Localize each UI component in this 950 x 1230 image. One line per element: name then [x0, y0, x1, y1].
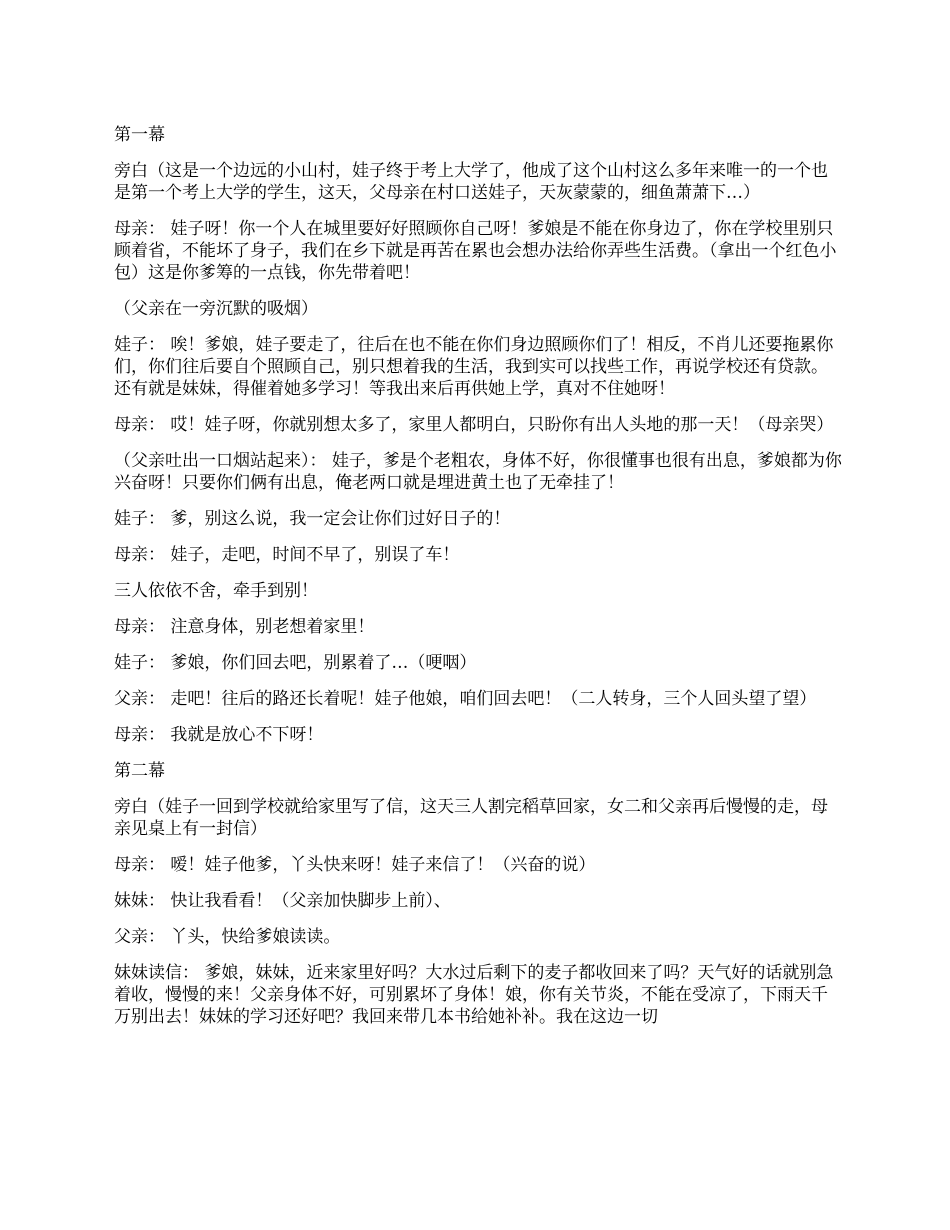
script-body: [114, 124, 842, 1028]
dialogue-paragraph: 母亲： 娃子，走吧，时间不早了，别误了车！: [114, 545, 460, 565]
dialogue-paragraph: 妹妹： 快让我看看！（父亲加快脚步上前）、: [114, 891, 451, 911]
dialogue-paragraph: 父亲： 丫头，快给爹娘读读。: [114, 927, 341, 947]
dialogue-paragraph: 娃子： 爹娘，你们回去吧，别累着了…（哽咽）: [114, 653, 477, 673]
scene-heading-act-2: 第二幕: [114, 761, 165, 781]
dialogue-paragraph: 母亲： 我就是放心不下呀！: [114, 725, 324, 745]
dialogue-paragraph: 娃子： 唉！爹娘，娃子要走了，往后在也不能在你们身边照顾你们了！相反，不肖儿还要拖累你们，你们往后要自个照顾自己，别只想着我的生活，我到实可以找些工作，再说学校还有贷款。还有就是妹妹，得催着她多学习！等我出来后再供她上学，真对不住她呀！: [114, 335, 834, 399]
stage-direction-paragraph: 三人依依不舍，牵手到别！: [114, 581, 318, 601]
narration-paragraph: 旁白（娃子一回到学校就给家里写了信，这天三人割完稻草回家，女二和父亲再后慢慢的走，母亲见桌上有一封信）: [114, 797, 828, 839]
dialogue-paragraph: 母亲： 嗳！娃子他爹，丫头快来呀！娃子来信了！（兴奋的说）: [114, 855, 596, 875]
dialogue-paragraph: 父亲： 走吧！往后的路还长着呢！娃子他娘，咱们回去吧！（二人转身，三个人回头望了望）: [114, 689, 817, 709]
dialogue-paragraph: 娃子： 爹，别这么说，我一定会让你们过好日子的！: [114, 509, 511, 529]
dialogue-paragraph: 母亲： 娃子呀！你一个人在城里要好好照顾你自己呀！爹娘是不能在你身边了，你在学校里别只顾着省，不能坏了身子，我们在乡下就是再苦在累也会想办法给你弄些生活费。（拿出一个红色小包）这是你爹筹的一点钱，你先带着吧！: [114, 219, 837, 283]
narration-paragraph: 旁白（这是一个边远的小山村，娃子终于考上大学了，他成了这个山村这么多年来唯一的一个也是第一个考上大学的学生，这天，父母亲在村口送娃子，天灰蒙蒙的，细鱼萧萧下…）: [114, 161, 828, 203]
stage-direction-paragraph: （父亲在一旁沉默的吸烟）: [114, 299, 318, 319]
letter-reading-paragraph: 妹妹读信： 爹娘，妹妹，近来家里好吗？大水过后剩下的麦子都收回来了吗？天气好的话就别急着收，慢慢的来！父亲身体不好，可别累坏了身体！娘，你有关节炎，不能在受凉了，下雨天千万别出去！妹妹的学习还好吧？我回来带几本书给她补补。我在这边一切: [114, 963, 834, 1027]
dialogue-paragraph: 母亲： 注意身体，别老想着家里！: [114, 617, 375, 637]
dialogue-paragraph: （父亲吐出一口烟站起来）： 娃子，爹是个老粗农，身体不好，你很懂事也很有出息，爹娘都为你兴奋呀！只要你们俩有出息，俺老两口就是埋进黄土也了无牵挂了！: [114, 451, 842, 493]
dialogue-paragraph: 母亲： 哎！娃子呀，你就别想太多了，家里人都明白，只盼你有出人头地的那一天！（母亲哭）: [114, 415, 834, 435]
scene-heading-act-1: 第一幕: [114, 125, 165, 145]
